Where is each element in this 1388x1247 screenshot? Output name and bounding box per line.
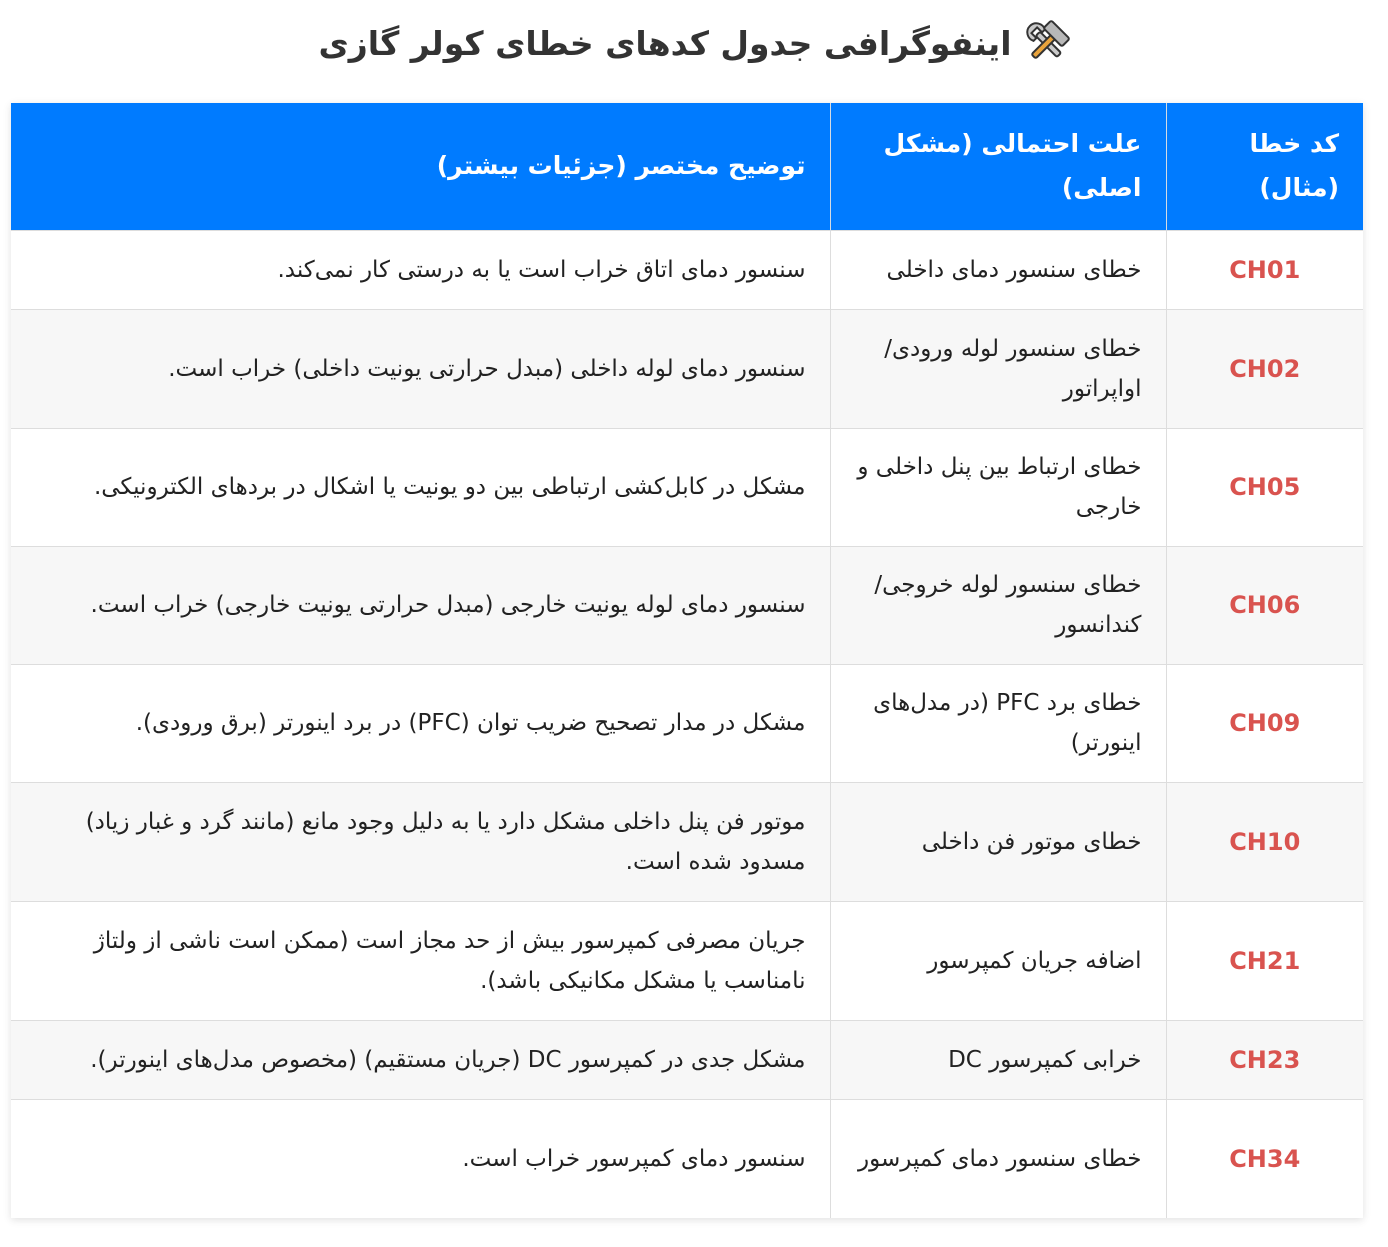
table-row	[11, 230, 1363, 309]
description-cell: سنسور دمای لوله یونیت خارجی (مبدل حرارتی یونیت خارجی) خراب است.	[11, 546, 830, 664]
cause-cell: خرابی کمپرسور DC	[830, 1020, 1166, 1099]
cause-cell: خطای برد PFC (در مدل‌های اینورتر)	[830, 664, 1166, 782]
header-description: توضیح مختصر (جزئیات بیشتر)	[11, 103, 830, 230]
error-codes-table-container	[11, 103, 1363, 1218]
description-cell: جریان مصرفی کمپرسور بیش از حد مجاز است (ممکن است ناشی از ولتاژ نامناسب یا مشکل مکانیکی باشد).	[11, 901, 830, 1020]
description-cell: مشکل در کابل‌کشی ارتباطی بین دو یونیت یا اشکال در بردهای الکترونیکی.	[11, 428, 830, 546]
cause-cell: خطای سنسور لوله ورودی/اواپراتور	[830, 309, 1166, 428]
description-cell: مشکل در مدار تصحیح ضریب توان (PFC) در برد اینورتر (برق ورودی).	[11, 664, 830, 782]
table-row	[11, 546, 1363, 664]
table-row	[11, 782, 1363, 901]
table-row	[11, 1020, 1363, 1099]
table-body	[11, 230, 1363, 1218]
table-row	[11, 664, 1363, 782]
description-cell: موتور فن پنل داخلی مشکل دارد یا به دلیل وجود مانع (مانند گرد و غبار زیاد) مسدود شده است.	[11, 782, 830, 901]
table-row	[11, 901, 1363, 1020]
description-cell: سنسور دمای کمپرسور خراب است.	[11, 1099, 830, 1218]
header-cause: علت احتمالی (مشکل اصلی)	[830, 103, 1166, 230]
page-title-text: اینفوگرافی جدول کدهای خطای کولر گازی	[318, 24, 1012, 63]
page-title	[0, 16, 1388, 72]
error-code-cell: CH34	[1166, 1099, 1363, 1218]
cause-cell: خطای سنسور دمای داخلی	[830, 230, 1166, 309]
error-codes-table	[11, 103, 1363, 1218]
error-code-cell: CH02	[1166, 309, 1363, 428]
table-row	[11, 309, 1363, 428]
cause-cell: خطای ارتباط بین پنل داخلی و خارجی	[830, 428, 1166, 546]
error-code-cell: CH05	[1166, 428, 1363, 546]
description-cell: سنسور دمای لوله داخلی (مبدل حرارتی یونیت داخلی) خراب است.	[11, 309, 830, 428]
description-cell: مشکل جدی در کمپرسور DC (جریان مستقیم) (مخصوص مدل‌های اینورتر).	[11, 1020, 830, 1099]
description-cell: سنسور دمای اتاق خراب است یا به درستی کار نمی‌کند.	[11, 230, 830, 309]
error-code-cell: CH01	[1166, 230, 1363, 309]
table-row	[11, 428, 1363, 546]
error-code-cell: CH06	[1166, 546, 1363, 664]
hammer-and-wrench-icon	[1024, 20, 1070, 66]
error-code-cell: CH23	[1166, 1020, 1363, 1099]
error-code-cell: CH10	[1166, 782, 1363, 901]
cause-cell: خطای سنسور لوله خروجی/کندانسور	[830, 546, 1166, 664]
cause-cell: خطای سنسور دمای کمپرسور	[830, 1099, 1166, 1218]
header-code: کد خطا (مثال)	[1166, 103, 1363, 230]
table-header	[11, 103, 1363, 230]
cause-cell: خطای موتور فن داخلی	[830, 782, 1166, 901]
error-code-cell: CH09	[1166, 664, 1363, 782]
cause-cell: اضافه جریان کمپرسور	[830, 901, 1166, 1020]
error-code-cell: CH21	[1166, 901, 1363, 1020]
table-header-row	[11, 103, 1363, 230]
table-row	[11, 1099, 1363, 1218]
